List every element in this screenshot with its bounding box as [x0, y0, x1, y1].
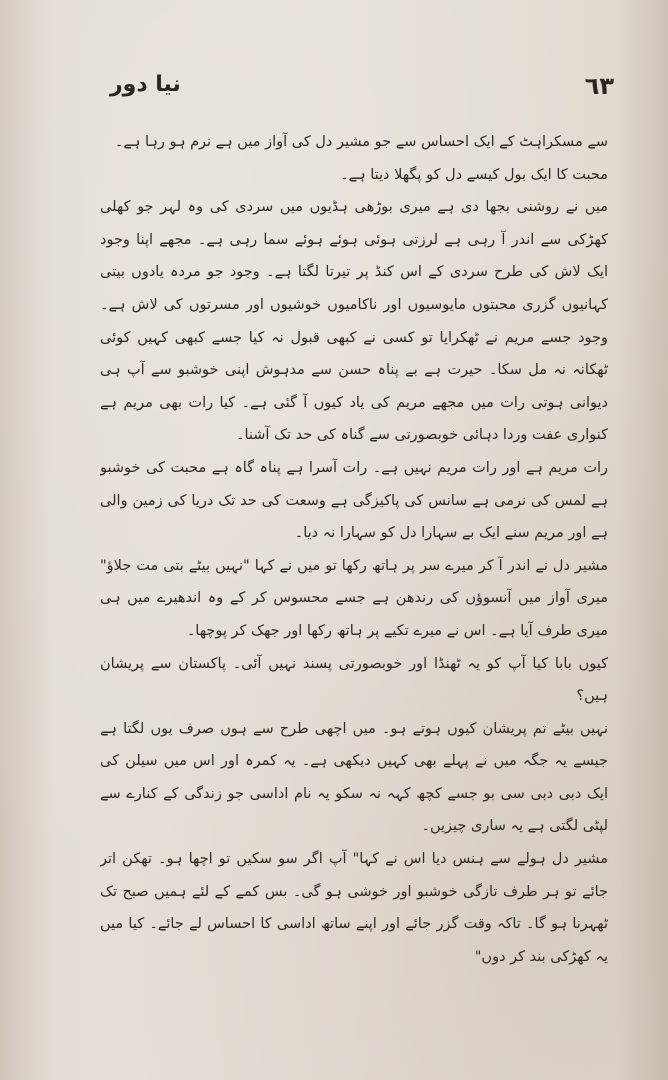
- paragraph: کیوں بابا کیا آپ کو یہ ٹھنڈا اور خوبصورتی پسند نہیں آئی۔ پاکستان سے پریشان ہیں؟: [100, 655, 608, 705]
- paragraph: مشیر دل ہولے سے ہنس دیا اس نے کہا" آپ اگر سو سکیں تو اچھا ہو۔ تھکن اتر جائے تو ہر طرف تازگی خوشبو اور خوشی ہو گی۔ بس کمے کے لئے ہمیں صبح تک ٹھہرنا ہو گا۔ تاکہ وقت گزر جائے اور اپنے ساتھ اداسی کا احساس لے جائے۔ کیا میں یہ کھڑکی بند کر دوں": [100, 851, 608, 965]
- running-title: نیا دور: [110, 72, 181, 97]
- paragraph: نہیں بیٹے تم پریشان کیوں ہوتے ہو۔ میں اچھی طرح سے ہوں صرف یوں لگتا ہے جیسے یہ جگہ میں نے پہلے بھی کہیں دیکھی ہے۔ یہ کمرہ اور اس میں سیلن کی ایک دبی دبی سی بو جسے کچھ کہہ نہ سکو یہ نام اداسی جو زندگی کے کنارے سے لپٹی لگتی ہے یہ ساری چیزیں۔: [100, 720, 608, 835]
- paragraph: میں نے روشنی بجھا دی ہے میری بوڑھی ہڈیوں میں سردی کی وہ لہر جو کھلی کھڑکی سے اندر آ رہی ہے لرزتی ہوئی ہوئے ہوئے سما رہی ہے۔ مجھے اپنا وجود ایک لاش کی طرح سردی کے اس کنڈ پر تیرتا لگتا ہے۔ وجود جو مردہ یادوں بیتی کہانیوں گزری محبتوں مایوسیوں اور ناکامیوں خوشیوں اور مسرتوں کی لاش ہے۔ وجود جسے مریم نے ٹھکرایا تو کسی نے کبھی قبول نہ کیا جسے کبھی کہیں کوئی ٹھکانہ نہ مل سکا۔ حیرت ہے بے پناہ حسن سے مدہوش اپنی خوشبو سے آپ ہی دیوانی ہوتی رات میں مجھے مریم کی یاد کیوں آ گئی ہے۔ کیا رات بھی مریم ہے کنواری عفت وردا دہائی خوبصورتی سے گناہ کی حد تک آشنا۔: [100, 199, 608, 444]
- page-body: [100, 126, 608, 986]
- page-number: ٦٣: [584, 72, 614, 100]
- paragraph: مشیر دل نے اندر آ کر میرے سر پر ہاتھ رکھا تو میں نے کہا "نہیں بیٹے بتی مت جلاؤ" میری آواز میں آنسوؤں کی رندھن ہے جسے محسوس کر کے وہ اندھیرے میں ہی میری طرف آیا ہے۔ اس نے میرے تکیے پر ہاتھ رکھا اور جھک کر پوچھا۔: [100, 557, 608, 639]
- paragraph: سے مسکراہٹ کے ایک احساس سے جو مشیر دل کی آواز میں ہے نرم ہو رہا ہے۔: [114, 134, 608, 150]
- paragraph: رات مریم ہے اور رات مریم نہیں ہے۔ رات آسرا ہے پناہ گاہ ہے محبت کی خوشبو ہے لمس کی نرمی ہے سانس کی پاکیزگی ہے وسعت کی حد تک دریا کی زمین والی ہے اور مریم سنے ایک بے سہارا دل کو سہارا نہ دیا۔: [100, 459, 608, 542]
- paragraph: محبت کا ایک بول کیسے دل کو پگھلا دیتا ہے۔: [340, 166, 608, 183]
- page-header: [110, 72, 614, 108]
